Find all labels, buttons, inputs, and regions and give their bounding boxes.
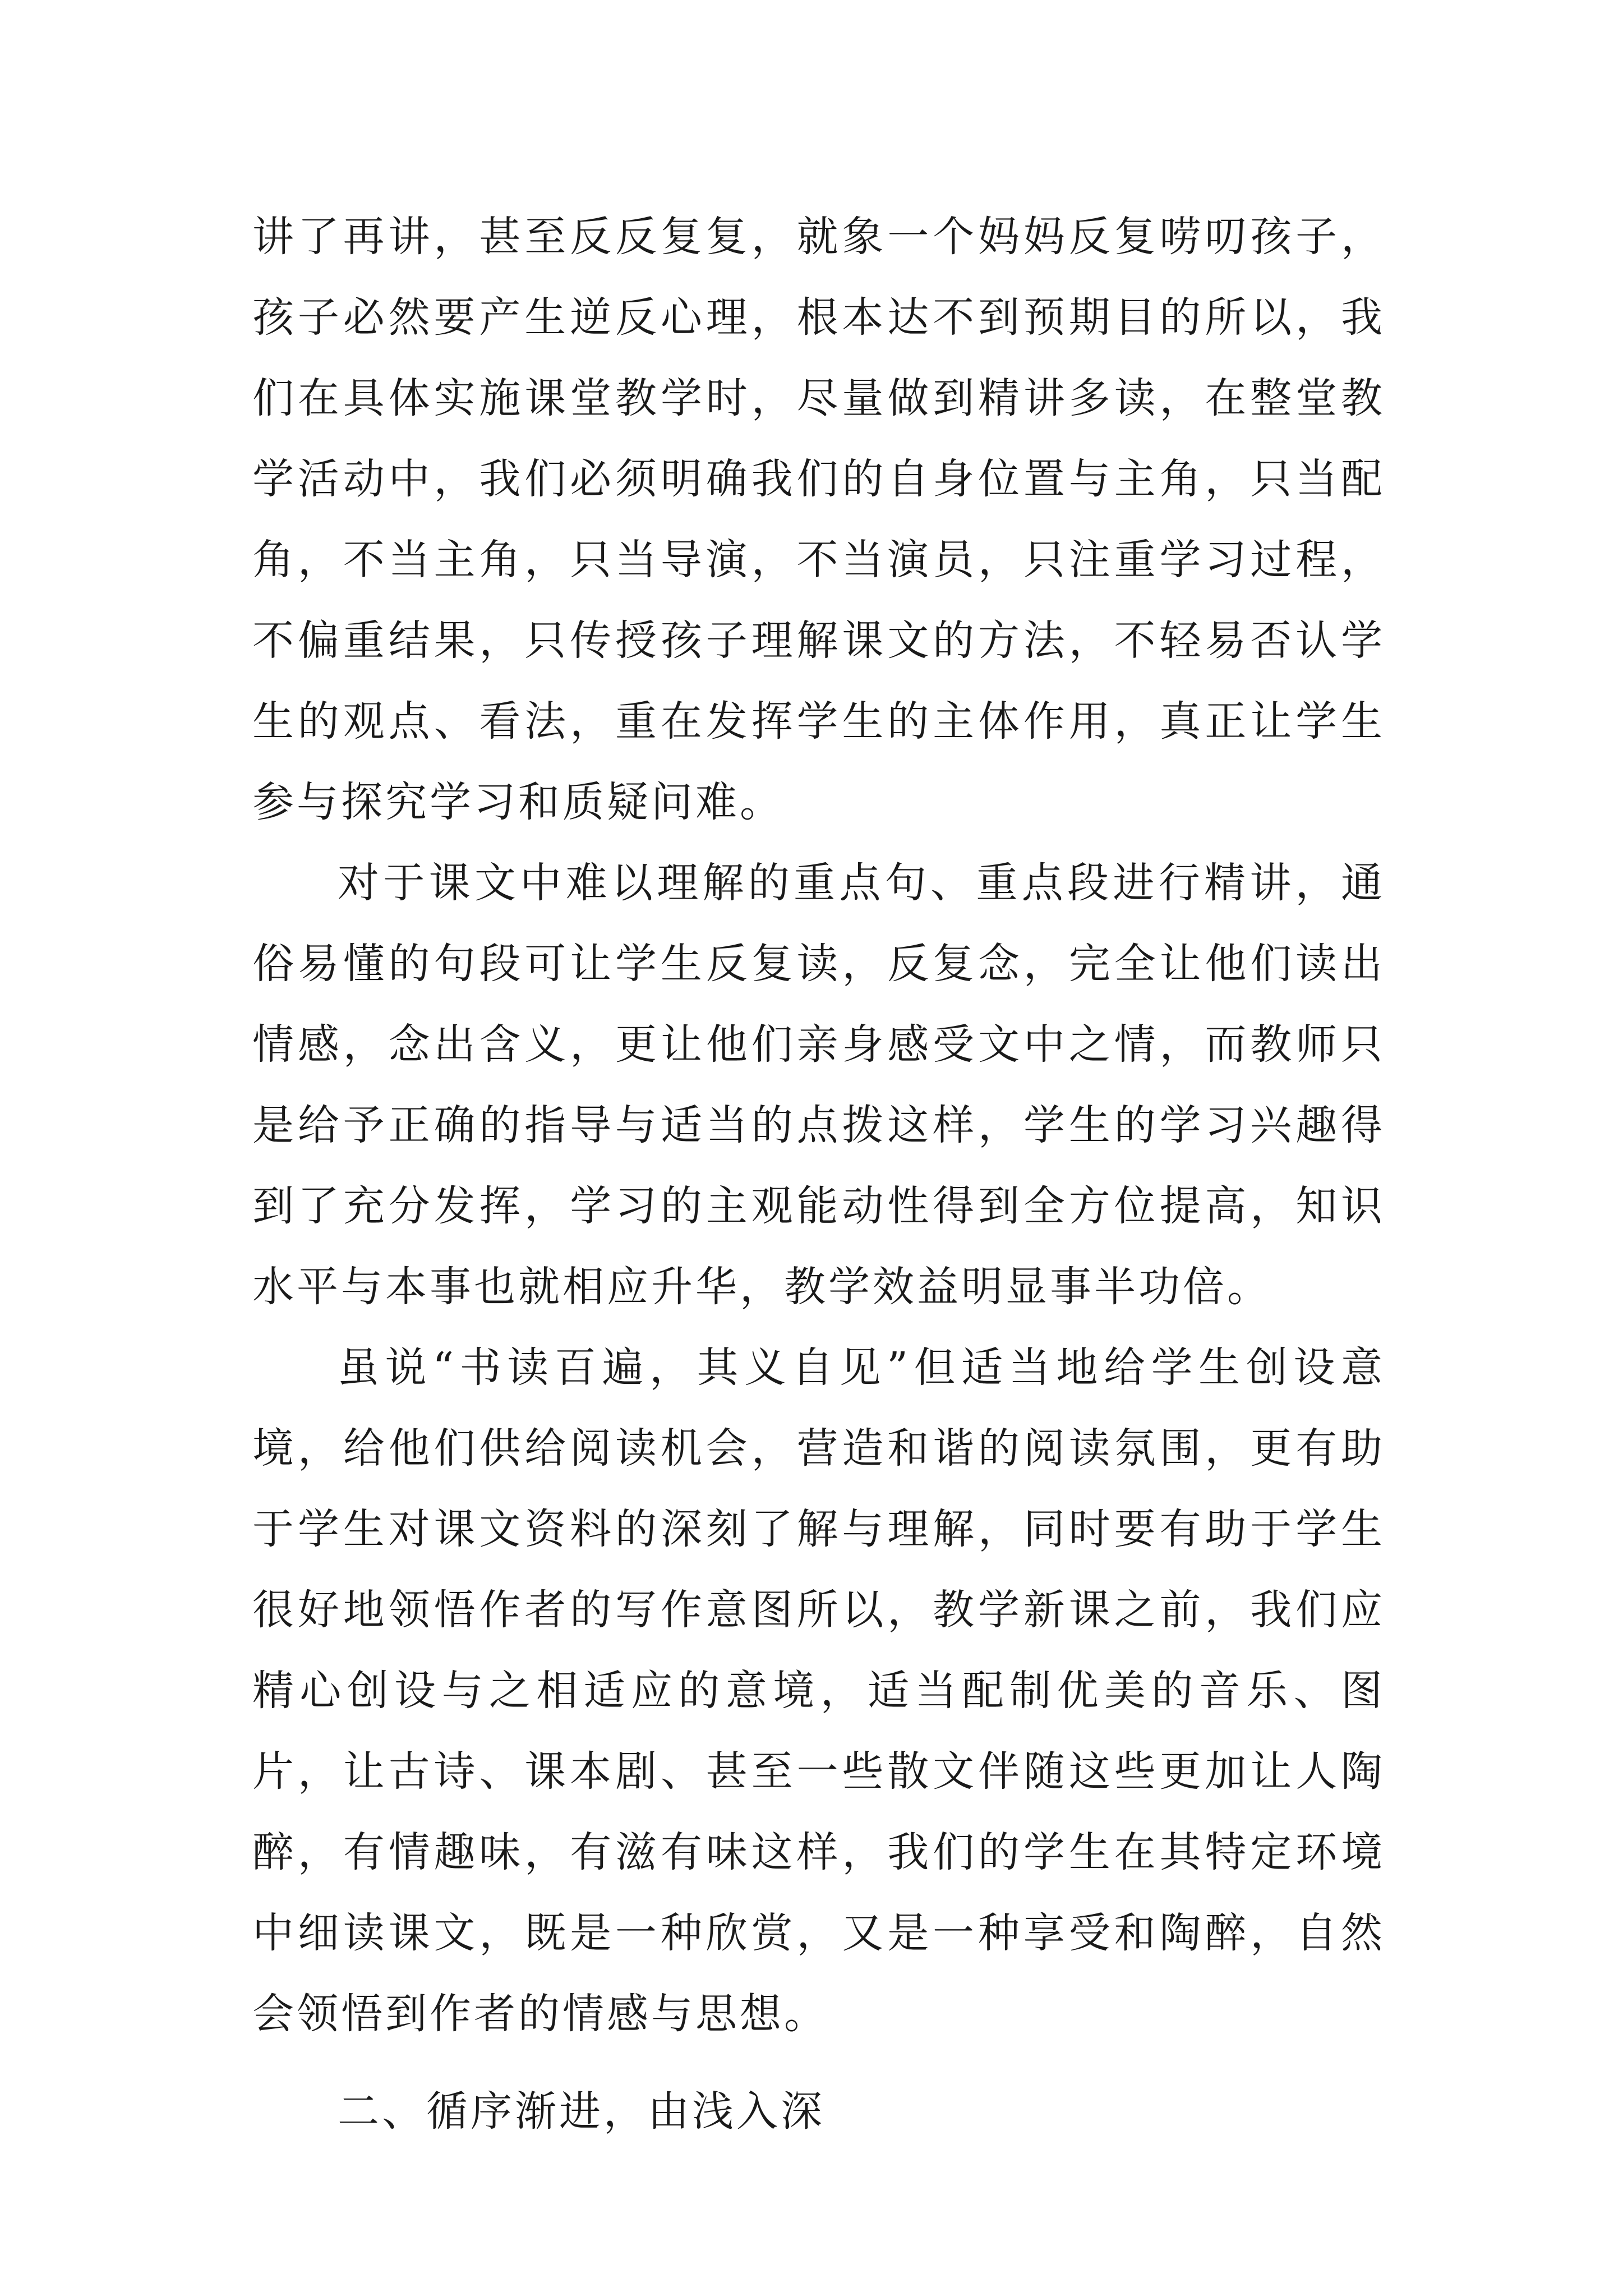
paragraph-continued: 讲了再讲，甚至反反复复，就象一个妈妈反复唠叨孩子，孩子必然要产生逆反心理，根本达不到预期目的所以，我们在具体实施课堂教学时，尽量做到精讲多读，在整堂教学活动中，我们必须明确我们的自身位置与主角，只当配角，不当主角，只当导演，不当演员，只注重学习过程，不偏重结果，只传授孩子理解课文的方法，不轻易否认学生的观点、看法，重在发挥学生的主体作用，真正让学生参与探究学习和质疑问难。 (252, 213, 1385, 826)
section-heading: 二、循序渐进，由浅入深 (338, 2087, 825, 2136)
paragraph-key-sentences: 对于课文中难以理解的重点句、重点段进行精讲，通俗易懂的句段可让学生反复读，反复念，完全让他们读出情感，念出含义，更让他们亲身感受文中之情，而教师只是给予正确的指导与适当的点拨这样，学生的学习兴趣得到了充分发挥，学习的主观能动性得到全方位提高，知识水平与本事也就相应升华，教学效益明显事半功倍。 (252, 859, 1385, 1311)
document-body (252, 196, 1385, 2152)
paragraph-reading-context: 虽说“书读百遍，其义自见”但适当地给学生创设意境，给他们供给阅读机会，营造和谐的阅读氛围，更有助于学生对课文资料的深刻了解与理解，同时要有助于学生很好地领悟作者的写作意图所以，教学新课之前，我们应精心创设与之相适应的意境，适当配制优美的音乐、图片，让古诗、课本剧、甚至一些散文伴随这些更加让人陶醉，有情趣味，有滋有味这样，我们的学生在其特定环境中细读课文，既是一种欣赏，又是一种享受和陶醉，自然会领悟到作者的情感与思想。 (252, 1343, 1385, 2038)
